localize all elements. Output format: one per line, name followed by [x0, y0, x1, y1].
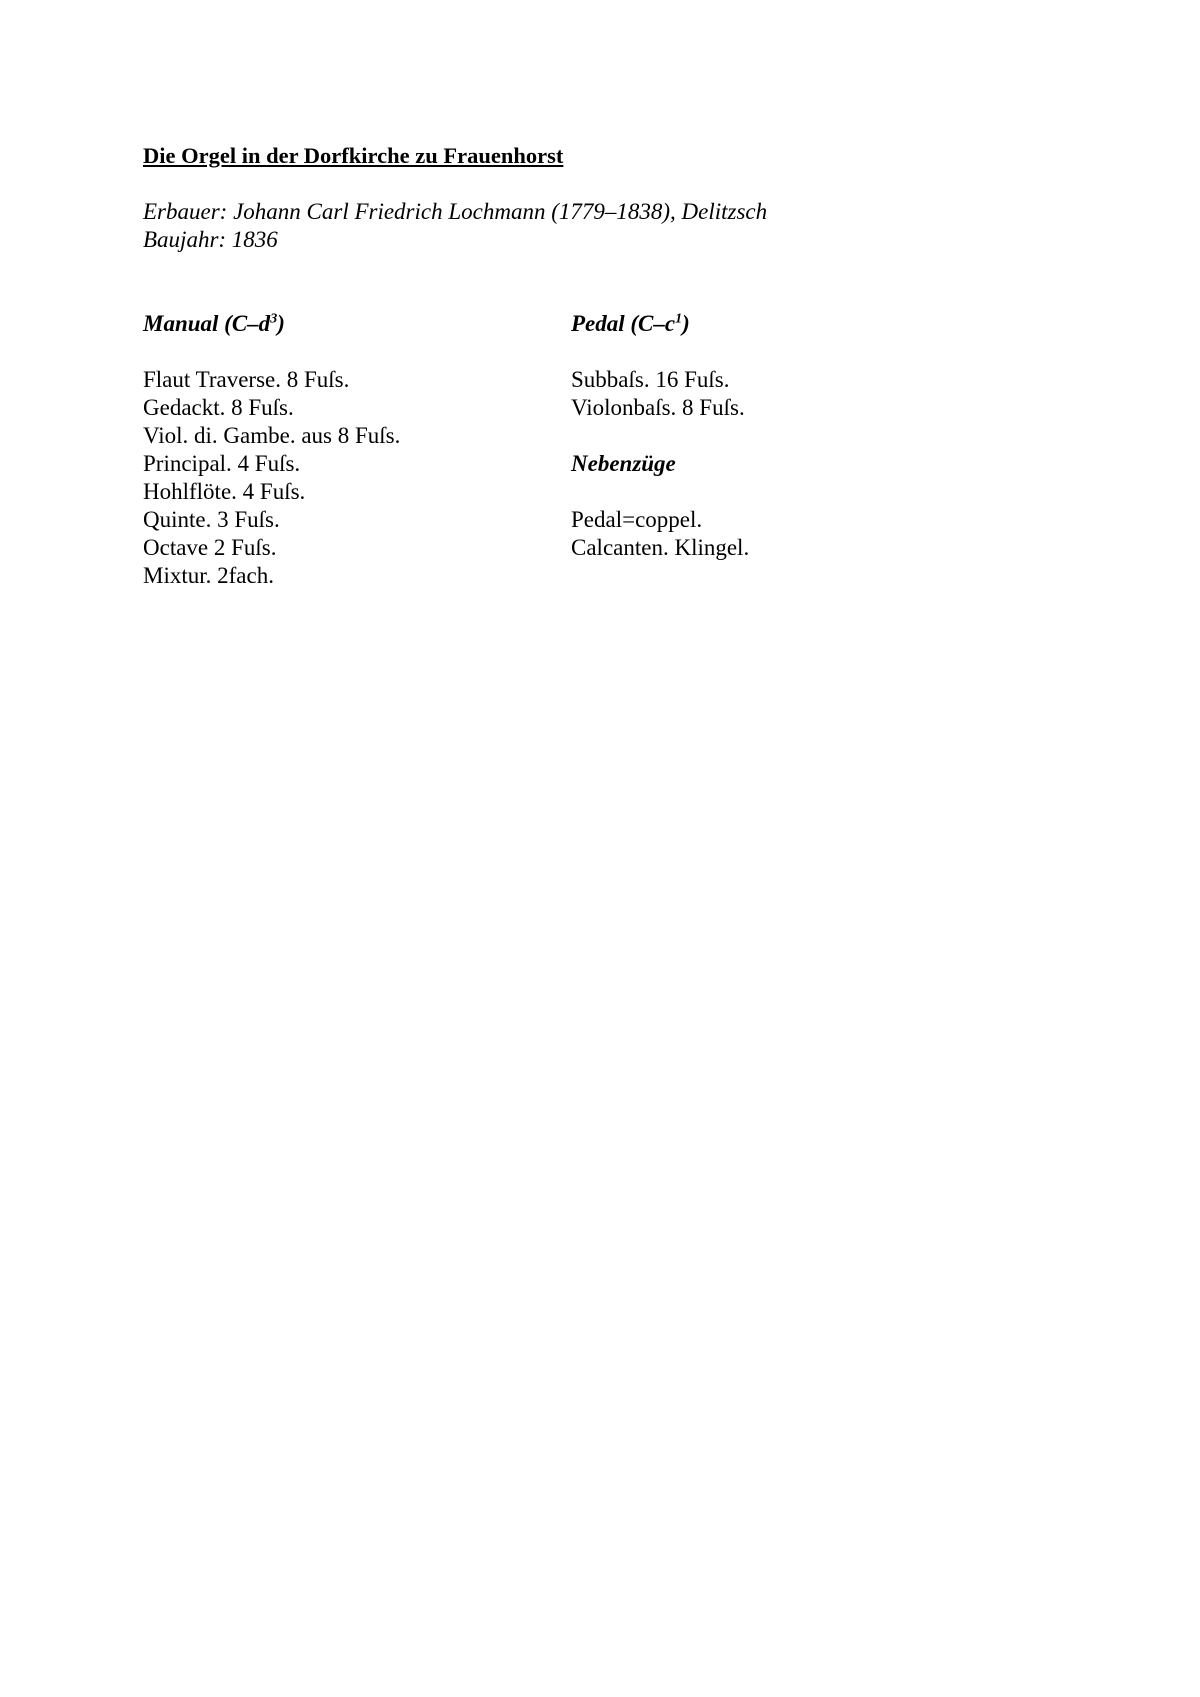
- manual-stop: Mixtur. 2fach.: [143, 563, 274, 588]
- couplers-list: [571, 506, 749, 562]
- pedal-heading-text: Pedal (C–c: [571, 311, 676, 336]
- manual-heading-superscript: 3: [270, 311, 278, 327]
- page-title: Die Orgel in der Dorfkirche zu Frauenhorst: [143, 143, 564, 168]
- coupler-item: Pedal=coppel.: [571, 507, 703, 532]
- manual-stop: Principal. 4 Fuſs.: [143, 451, 301, 476]
- pedal-stop: Subbaſs. 16 Fuſs.: [571, 367, 730, 392]
- builder-line: Erbauer: Johann Carl Friedrich Lochmann (1779–1838), Delitzsch: [143, 199, 768, 224]
- manual-stop: Viol. di. Gambe. aus 8 Fuſs.: [143, 423, 401, 448]
- pedal-stop: Violonbaſs. 8 Fuſs.: [571, 395, 745, 420]
- manual-heading-close: ): [277, 311, 285, 336]
- pedal-heading-close: ): [682, 311, 690, 336]
- manual-stop: Quinte. 3 Fuſs.: [143, 507, 280, 532]
- pedal-stop-list: [571, 366, 749, 422]
- pedal-column: [571, 310, 749, 562]
- manual-stop: Hohlflöte. 4 Fuſs.: [143, 479, 306, 504]
- manual-stop: Gedackt. 8 Fuſs.: [143, 395, 294, 420]
- pedal-heading: [571, 310, 749, 338]
- manual-stop: Octave 2 Fuſs.: [143, 535, 277, 560]
- manual-stop: Flaut Traverse. 8 Fuſs.: [143, 367, 350, 392]
- manual-column: [143, 310, 400, 590]
- couplers-heading: Nebenzüge: [571, 451, 676, 476]
- manual-stop-list: [143, 366, 400, 590]
- pedal-heading-superscript: 1: [675, 311, 683, 327]
- manual-heading-text: Manual (C–d: [143, 311, 271, 336]
- coupler-item: Calcanten. Klingel.: [571, 535, 750, 560]
- manual-heading: [143, 310, 400, 338]
- organ-metadata: [143, 198, 767, 254]
- build-year-line: Baujahr: 1836: [143, 227, 278, 252]
